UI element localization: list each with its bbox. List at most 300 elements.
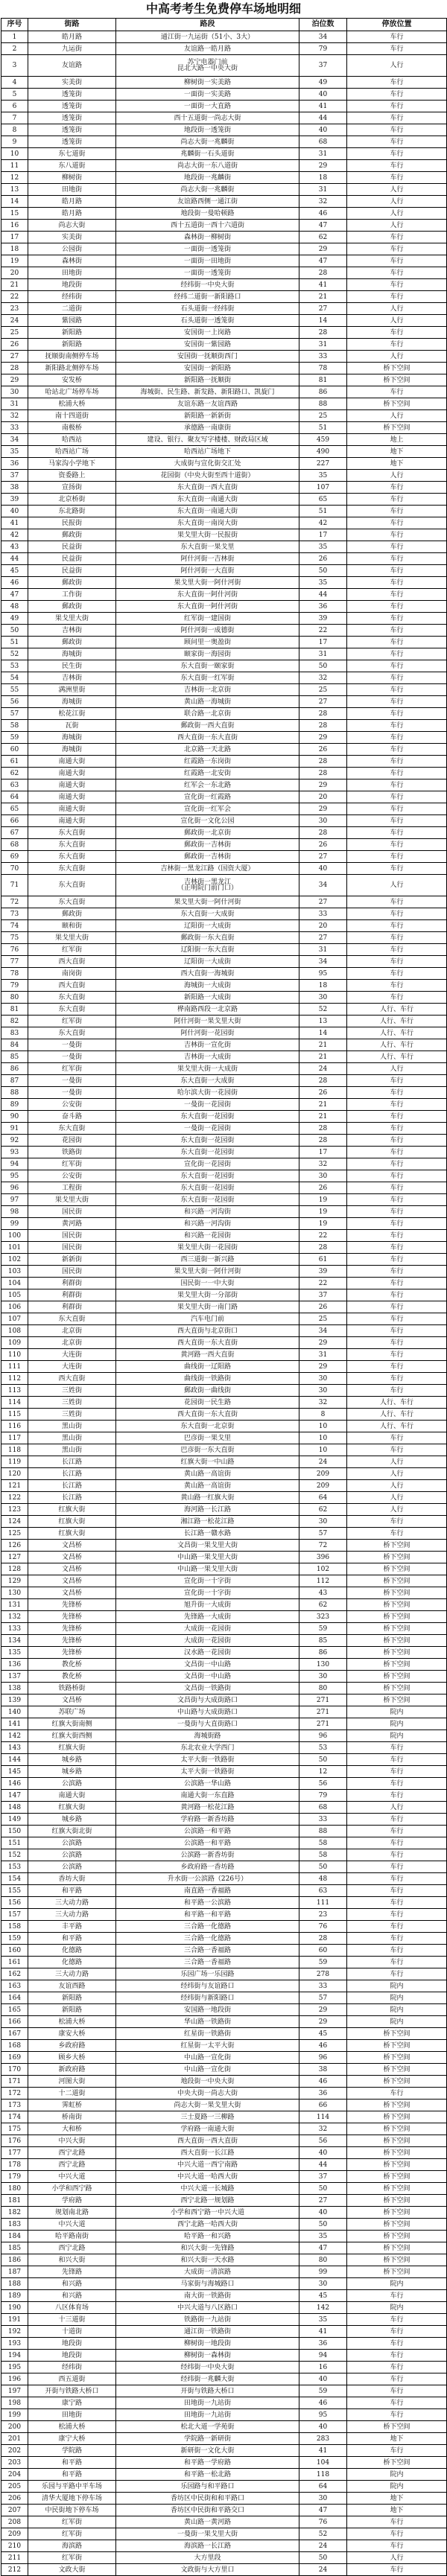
cell-spaces: 49: [299, 77, 347, 89]
cell-position: 桥下空间: [347, 2040, 447, 2052]
table-row: [1, 1170, 447, 1182]
table-row: [1, 2195, 447, 2207]
cell-spaces: 72: [299, 1540, 347, 1552]
cell-section: 中山路与大成街路口: [116, 1706, 299, 1718]
cell-index: 56: [1, 696, 28, 708]
cell-index: 204: [1, 2469, 28, 2481]
cell-street: 八区体育场: [28, 2302, 116, 2314]
cell-position: 车行: [347, 839, 447, 851]
cell-street: 三大动力路: [28, 1968, 116, 1980]
cell-spaces: 24: [299, 2564, 347, 2576]
cell-spaces: 18: [299, 980, 347, 992]
cell-street: 文昌桥: [28, 1575, 116, 1587]
table-row: [1, 1695, 447, 1706]
table-row: [1, 908, 447, 920]
cell-street: 红旗大街: [28, 1504, 116, 1516]
cell-index: 106: [1, 1301, 28, 1313]
cell-index: 91: [1, 1123, 28, 1135]
cell-spaces: 64: [299, 1492, 347, 1504]
cell-street: 田地街: [28, 267, 116, 279]
cell-spaces: 58: [299, 1849, 347, 1861]
cell-spaces: 41: [299, 2326, 347, 2338]
cell-position: 车行: [347, 684, 447, 696]
cell-street: 化德路: [28, 1957, 116, 1968]
cell-index: 149: [1, 1814, 28, 1826]
cell-index: 7: [1, 112, 28, 124]
cell-position: 车行: [347, 1766, 447, 1778]
cell-section: 阿什河街一花园街: [116, 1027, 299, 1039]
table-row: [1, 1158, 447, 1170]
cell-section: 果戈里大街一分部街: [116, 1289, 299, 1301]
cell-position: 人行、车行: [347, 1004, 447, 1016]
table-row: [1, 1968, 447, 1980]
cell-position: 桥下空间: [347, 1611, 447, 1623]
cell-spaces: 76: [299, 2516, 347, 2528]
cell-position: 车行: [347, 756, 447, 768]
cell-street: 公安街: [28, 1099, 116, 1111]
cell-section: 文昌街与大成街路口: [116, 1695, 299, 1706]
cell-position: 车行: [347, 1361, 447, 1373]
cell-index: 1: [1, 31, 28, 43]
cell-section: 公滨路一新香坊街: [116, 1849, 299, 1861]
cell-position: 车行: [347, 124, 447, 136]
table-row: [1, 1742, 447, 1754]
cell-section: 三合路一化德路: [116, 1921, 299, 1933]
cell-spaces: 51: [299, 506, 347, 517]
cell-position: 车行: [347, 1826, 447, 1837]
cell-position: 车行: [347, 1313, 447, 1325]
cell-index: 110: [1, 1349, 28, 1361]
cell-position: 桥下空间: [347, 2219, 447, 2231]
cell-section: 开街与铁路大桥口: [116, 2385, 299, 2397]
table-row: [1, 1706, 447, 1718]
table-row: [1, 243, 447, 255]
table-row: [1, 1051, 447, 1063]
cell-section: 中山路一宣化街: [116, 2052, 299, 2064]
cell-section: 巴彦街一果戈里: [116, 1432, 299, 1444]
cell-position: 车行: [347, 780, 447, 791]
cell-position: 车行: [347, 2409, 447, 2421]
cell-street: 松浦大桥: [28, 398, 116, 410]
cell-spaces: 227: [299, 458, 347, 470]
cell-position: 车行: [347, 2314, 447, 2326]
cell-section: 西十五道街一西十六道街: [116, 220, 299, 232]
cell-position: 人行: [347, 1456, 447, 1468]
cell-spaces: 80: [299, 1683, 347, 1695]
table-row: [1, 589, 447, 601]
table-row: [1, 613, 447, 625]
cell-index: 20: [1, 267, 28, 279]
cell-section: 中山路一果戈里大街: [116, 1563, 299, 1575]
cell-street: 尚志大街: [28, 220, 116, 232]
cell-position: 桥下空间: [347, 1683, 447, 1695]
cell-section: 田地街一九站街: [116, 2409, 299, 2421]
table-row: [1, 875, 447, 896]
cell-street: 田地街: [28, 184, 116, 196]
cell-position: 车行: [347, 31, 447, 43]
cell-position: 车行: [347, 1754, 447, 1766]
cell-spaces: 30: [299, 1385, 347, 1397]
cell-street: 东大直街: [28, 1004, 116, 1016]
cell-street: 北京街: [28, 1337, 116, 1349]
cell-index: 171: [1, 2076, 28, 2088]
table-row: [1, 920, 447, 932]
cell-index: 165: [1, 2004, 28, 2016]
cell-street: 南极桥: [28, 422, 116, 434]
cell-section: 兆麟街一石头道街: [116, 148, 299, 160]
table-row: [1, 1802, 447, 1814]
cell-index: 87: [1, 1075, 28, 1087]
cell-index: 202: [1, 2445, 28, 2457]
table-row: [1, 2350, 447, 2362]
cell-section: 海城街一大成街: [116, 980, 299, 992]
cell-spaces: 62: [299, 1504, 347, 1516]
cell-index: 119: [1, 1456, 28, 1468]
table-row: [1, 1313, 447, 1325]
cell-street: 抚顺街南侧停车场: [28, 351, 116, 363]
cell-street: 长江路: [28, 1456, 116, 1468]
cell-position: 车行: [347, 1861, 447, 1873]
cell-index: 52: [1, 648, 28, 660]
table-row: [1, 2540, 447, 2552]
cell-position: 车行: [347, 1230, 447, 1242]
cell-index: 159: [1, 1933, 28, 1945]
cell-index: 76: [1, 944, 28, 956]
cell-section: 哈尔滨大街一花园街: [116, 1087, 299, 1099]
table-row: [1, 255, 447, 267]
cell-section: 西三道街一新兴路: [116, 1254, 299, 1266]
cell-position: 车行: [347, 1099, 447, 1111]
cell-position: 桥下空间: [347, 2231, 447, 2242]
table-row: [1, 1206, 447, 1218]
cell-spaces: 24: [299, 2540, 347, 2552]
cell-spaces: 31: [299, 648, 347, 660]
cell-spaces: 104: [299, 2457, 347, 2469]
cell-index: 160: [1, 1945, 28, 1957]
cell-street: 东大直街: [28, 1123, 116, 1135]
header-street: 街路: [28, 19, 116, 31]
cell-position: 车行: [347, 920, 447, 932]
cell-spaces: 21: [299, 1051, 347, 1063]
cell-street: 城乡路: [28, 1814, 116, 1826]
cell-street: 城乡路: [28, 1754, 116, 1766]
cell-section: 红霞路一东岗街: [116, 756, 299, 768]
cell-index: 151: [1, 1837, 28, 1849]
cell-index: 192: [1, 2326, 28, 2338]
table-row: [1, 1409, 447, 1421]
cell-street: 先锋桥: [28, 1599, 116, 1611]
cell-street: 三大动力路: [28, 1909, 116, 1921]
cell-spaces: 37: [299, 1289, 347, 1301]
cell-section: 吉林街一北京街: [116, 684, 299, 696]
cell-position: 车行: [347, 1778, 447, 1790]
cell-section: 文昌街一中山路: [116, 1659, 299, 1671]
cell-spaces: 44: [299, 2159, 347, 2171]
cell-section: 小学和西宁路一中兴大道: [116, 2207, 299, 2219]
cell-spaces: 79: [299, 1790, 347, 1802]
cell-position: 人行: [347, 1492, 447, 1504]
cell-section: 地段街一曼哈顿路: [116, 208, 299, 220]
table-row: [1, 601, 447, 613]
cell-position: 车行: [347, 1158, 447, 1170]
cell-position: 车行: [347, 43, 447, 55]
cell-street: 一曼街: [28, 1075, 116, 1087]
cell-position: 车行: [347, 2445, 447, 2457]
cell-position: 地下: [347, 458, 447, 470]
cell-street: 哈西站: [28, 434, 116, 446]
cell-position: 车行: [347, 2088, 447, 2100]
cell-street: 瓦街: [28, 720, 116, 732]
cell-spaces: 10: [299, 1444, 347, 1456]
cell-section: 尚志大街一兆麟街: [116, 184, 299, 196]
cell-index: 42: [1, 529, 28, 541]
cell-section: 地段街一中央大街: [116, 2076, 299, 2088]
cell-spaces: 271: [299, 1718, 347, 1730]
cell-position: 车行: [347, 732, 447, 744]
cell-street: 海滨路: [28, 2540, 116, 2552]
table-row: [1, 2004, 447, 2016]
table-row: [1, 374, 447, 386]
table-row: [1, 112, 447, 124]
cell-section: 西大直街一东大直街: [116, 1409, 299, 1421]
cell-position: 车行: [347, 791, 447, 803]
cell-spaces: 28: [299, 1242, 347, 1254]
cell-position: 车行: [347, 1444, 447, 1456]
cell-index: 123: [1, 1504, 28, 1516]
cell-position: 车行: [347, 1432, 447, 1444]
cell-index: 156: [1, 1897, 28, 1909]
cell-section: 一曼街一花园街: [116, 1099, 299, 1111]
cell-section: 郵政街一西大直街: [116, 720, 299, 732]
table-row: [1, 2207, 447, 2219]
cell-position: 桥下空间: [347, 374, 447, 386]
cell-spaces: 40: [299, 124, 347, 136]
cell-position: 车行: [347, 601, 447, 613]
cell-street: 松花江街: [28, 708, 116, 720]
cell-index: 116: [1, 1421, 28, 1432]
cell-street: 长江路: [28, 1492, 116, 1504]
cell-position: 车行: [347, 1945, 447, 1957]
cell-section: 乐园路与和平路口: [116, 2481, 299, 2493]
cell-index: 208: [1, 2516, 28, 2528]
cell-position: 桥下空间: [347, 2076, 447, 2088]
cell-spaces: 50: [299, 2219, 347, 2231]
cell-street: 霁虹桥: [28, 2100, 116, 2111]
cell-position: 人行: [347, 1802, 447, 1814]
cell-street: 皓月路: [28, 208, 116, 220]
cell-street: 实美街: [28, 232, 116, 243]
cell-index: 133: [1, 1623, 28, 1635]
table-row: [1, 1861, 447, 1873]
cell-spaces: 33: [299, 351, 347, 363]
table-row: [1, 1063, 447, 1075]
cell-street: 大和桥: [28, 2123, 116, 2135]
cell-spaces: 21: [299, 1039, 347, 1051]
cell-index: 125: [1, 1528, 28, 1540]
cell-section: 果戈里大街一阿什河街: [116, 577, 299, 589]
cell-position: 车行: [347, 1373, 447, 1385]
cell-position: 车行: [347, 1278, 447, 1289]
cell-street: 海城街: [28, 732, 116, 744]
cell-position: 车行: [347, 1254, 447, 1266]
cell-section: 大方里段: [116, 2552, 299, 2564]
cell-position: 桥下空间: [347, 2123, 447, 2135]
cell-position: 车行: [347, 101, 447, 112]
cell-index: 72: [1, 896, 28, 908]
cell-position: 车行: [347, 243, 447, 255]
cell-spaces: 14: [299, 315, 347, 327]
cell-section: 东大直街一南岗大街: [116, 517, 299, 529]
cell-index: 128: [1, 1563, 28, 1575]
table-row: [1, 2528, 447, 2540]
cell-spaces: 35: [299, 577, 347, 589]
cell-section: 中兴大道一哈西大街: [116, 2171, 299, 2183]
cell-position: 桥下空间: [347, 2421, 447, 2433]
cell-index: 10: [1, 148, 28, 160]
cell-spaces: 39: [299, 613, 347, 625]
cell-section: 国民街一一中大街: [116, 1278, 299, 1289]
cell-section: 红星街一太平大街: [116, 2040, 299, 2052]
table-row: [1, 1849, 447, 1861]
cell-index: 78: [1, 968, 28, 980]
cell-index: 142: [1, 1730, 28, 1742]
table-row: [1, 398, 447, 410]
cell-position: 车行: [347, 255, 447, 267]
cell-spaces: 51: [299, 422, 347, 434]
cell-section: 哈平路一和兴路: [116, 2231, 299, 2242]
cell-section: 郵政街一东大直街: [116, 932, 299, 944]
cell-spaces: 63: [299, 1885, 347, 1897]
cell-street: 大连街: [28, 1361, 116, 1373]
cell-spaces: 32: [299, 196, 347, 208]
cell-spaces: 68: [299, 1802, 347, 1814]
cell-section: 宣化街一十字街: [116, 1587, 299, 1599]
table-row: [1, 410, 447, 422]
cell-index: 179: [1, 2171, 28, 2183]
cell-position: 车行: [347, 2528, 447, 2540]
cell-spaces: 35: [299, 2314, 347, 2326]
cell-position: 车行: [347, 2362, 447, 2373]
cell-section: 辽阳街一大成街: [116, 956, 299, 968]
cell-street: 宣扬街: [28, 482, 116, 494]
cell-position: 人行: [347, 1504, 447, 1516]
cell-section: 东大直街一颐家街: [116, 660, 299, 672]
cell-index: 66: [1, 815, 28, 827]
cell-spaces: 35: [299, 541, 347, 553]
cell-section: 一曼街一果戈里大街: [116, 2528, 299, 2540]
cell-spaces: 10: [299, 1421, 347, 1432]
cell-index: 93: [1, 1147, 28, 1158]
table-row: [1, 625, 447, 637]
cell-spaces: 47: [299, 220, 347, 232]
table-row: [1, 1242, 447, 1254]
table-row: [1, 1754, 447, 1766]
cell-spaces: 19: [299, 1206, 347, 1218]
table-row: [1, 1289, 447, 1301]
table-row: [1, 541, 447, 553]
table-row: [1, 1623, 447, 1635]
cell-position: 院内: [347, 2481, 447, 2493]
cell-section: 海滨路一长江路: [116, 2540, 299, 2552]
cell-spaces: 60: [299, 1945, 347, 1957]
cell-section: 海城街、民生路、新发路、新阳路口、凯旋门: [116, 386, 299, 398]
cell-spaces: 35: [299, 470, 347, 482]
cell-street: 公安街: [28, 1170, 116, 1182]
cell-section: 安国街一新阳路: [116, 363, 299, 374]
cell-section: 黄山路一海城街: [116, 696, 299, 708]
cell-section: 通江街一九运街（51小、3大）: [116, 31, 299, 43]
table-body: [1, 31, 447, 2576]
table-row: [1, 2397, 447, 2409]
cell-spaces: 39: [299, 1266, 347, 1278]
cell-index: 81: [1, 1004, 28, 1016]
cell-index: 199: [1, 2409, 28, 2421]
cell-street: 东大直街: [28, 1313, 116, 1325]
cell-street: 南通大街: [28, 780, 116, 791]
cell-street: 地段街: [28, 279, 116, 291]
cell-index: 21: [1, 279, 28, 291]
cell-index: 17: [1, 232, 28, 243]
cell-street: 南通大街: [28, 1790, 116, 1802]
cell-spaces: 22: [299, 1278, 347, 1289]
cell-section: 南通大街一东直路: [116, 1790, 299, 1802]
cell-section: 东大直街一南通大街: [116, 494, 299, 506]
table-row: [1, 2493, 447, 2505]
cell-spaces: 58: [299, 1837, 347, 1849]
cell-street: 东七道街: [28, 148, 116, 160]
cell-street: 一曼街: [28, 1087, 116, 1099]
table-row: [1, 315, 447, 327]
cell-spaces: 47: [299, 2242, 347, 2254]
table-row: [1, 2147, 447, 2159]
cell-index: 176: [1, 2135, 28, 2147]
cell-street: 先锋桥: [28, 1623, 116, 1635]
cell-section: 东大直街一花园街: [116, 1194, 299, 1206]
cell-index: 144: [1, 1754, 28, 1766]
cell-street: 规划南北路: [28, 2207, 116, 2219]
cell-section: 花园街一民生路: [116, 1397, 299, 1409]
cell-position: 车行: [347, 1075, 447, 1087]
cell-section: 西宁北路一规划路: [116, 2195, 299, 2207]
cell-street: 红旗大街: [28, 1742, 116, 1754]
cell-position: 院内: [347, 2004, 447, 2016]
cell-position: 车行: [347, 944, 447, 956]
table-row: [1, 1766, 447, 1778]
cell-index: 89: [1, 1099, 28, 1111]
table-row: [1, 2421, 447, 2433]
cell-position: 车行: [347, 1897, 447, 1909]
table-row: [1, 1135, 447, 1147]
cell-index: 166: [1, 2016, 28, 2028]
cell-position: 人行: [347, 410, 447, 422]
cell-section: 东大直街一阿什河街: [116, 601, 299, 613]
cell-section: 柳树街一实美路: [116, 77, 299, 89]
cell-section: 尚志大街一兆麟街: [116, 136, 299, 148]
cell-index: 177: [1, 2147, 28, 2159]
cell-section: 湘江路一松花江路: [116, 1516, 299, 1528]
cell-index: 102: [1, 1254, 28, 1266]
cell-section: 和兴路一河沟街: [116, 1218, 299, 1230]
table-row: [1, 956, 447, 968]
cell-spaces: 64: [299, 2481, 347, 2493]
cell-index: 122: [1, 1492, 28, 1504]
table-row: [1, 2254, 447, 2266]
cell-section: 经纬二道街一新阳路口: [116, 291, 299, 303]
cell-section: 郵政街一曲线街: [116, 1385, 299, 1397]
cell-spaces: 45: [299, 2290, 347, 2302]
cell-position: 车行: [347, 827, 447, 839]
table-row: [1, 184, 447, 196]
